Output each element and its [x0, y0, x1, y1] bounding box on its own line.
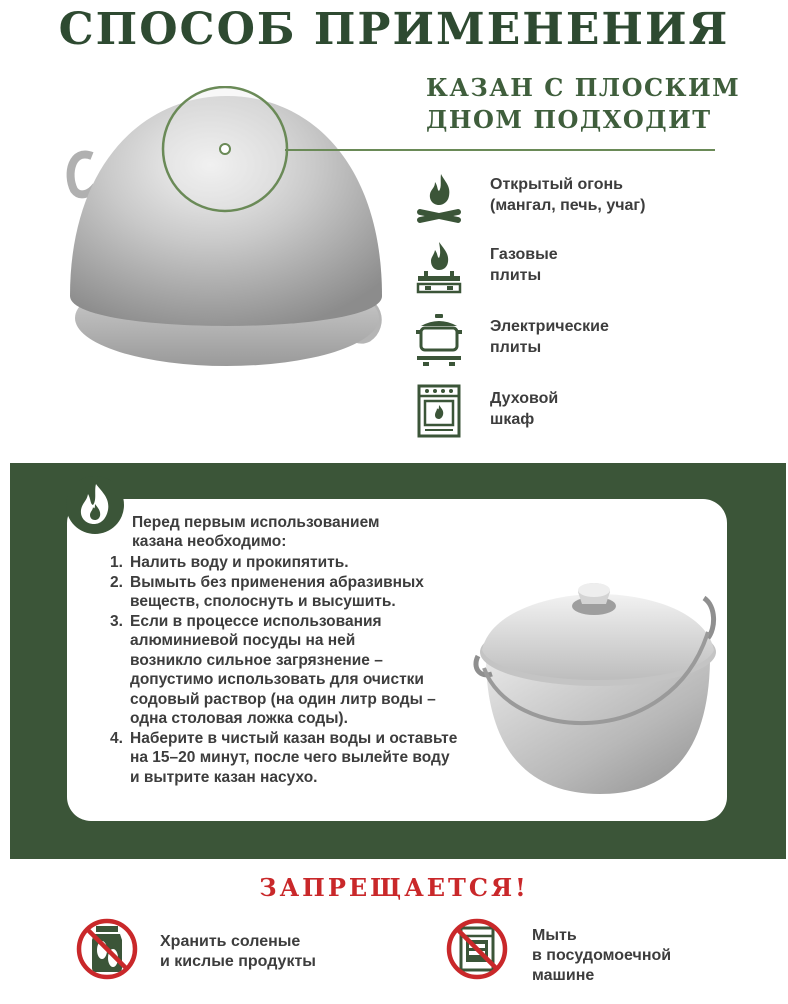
- forbidden-heading: ЗАПРЕЩАЕТСЯ!: [259, 873, 529, 902]
- campfire-icon: [415, 170, 463, 226]
- forbidden-item-label: Хранить соленые и кислые продукты: [160, 933, 316, 970]
- suitable-item-gas: [415, 240, 715, 300]
- suitable-item-label: Газовые плиты: [490, 246, 558, 284]
- forbidden-item-dishwasher: [446, 918, 746, 988]
- suitable-heading-line1: КАЗАН С ПЛОСКИМ: [426, 73, 741, 102]
- suitable-item-label: Открытый огонь (мангал, печь, учаг): [490, 176, 646, 214]
- kazan-bottom-image: [62, 86, 392, 386]
- suitable-item-oven: [415, 384, 715, 444]
- kazan-with-lid-image: [470, 572, 720, 802]
- suitable-heading-line2: ДНОМ ПОДХОДИТ: [426, 105, 712, 134]
- suitable-item-electric: [415, 312, 715, 372]
- no-pickles-icon: [76, 918, 138, 980]
- step-item: 3. Если в процессе использования алюминиевой посуды на ней возникло сильное загрязнение – допустимо использовать для очистки содовый раствор (на один литр воды – одна столовая ложка соды).: [110, 612, 436, 727]
- suitable-heading: [426, 72, 740, 136]
- forbidden-item-label: Мыть в посудомоечной машине: [532, 927, 672, 984]
- instructions-intro: Перед первым использованием казана необходимо:: [132, 514, 380, 550]
- instructions-steps: [110, 553, 457, 787]
- no-dishwasher-icon: [446, 918, 508, 980]
- callout-line: [285, 149, 715, 151]
- page-title: СПОСОБ ПРИМЕНЕНИЯ: [58, 4, 730, 55]
- suitable-item-label: Электрические плиты: [490, 318, 609, 356]
- flame-icon: [66, 476, 124, 534]
- forbidden-item-pickles: [76, 918, 376, 988]
- oven-icon: [415, 384, 463, 440]
- step-item: 2. Вымыть без применения абразивных веществ, сполоснуть и высушить.: [110, 573, 424, 610]
- step-item: 1. Налить воду и прокипятить.: [110, 554, 349, 571]
- electric-stove-icon: [415, 312, 463, 368]
- suitable-item-open-fire: [415, 170, 715, 230]
- step-item: 4. Наберите в чистый казан воды и оставьте на 15–20 минут, после чего вылейте воду и вытрите казан насухо.: [110, 729, 458, 786]
- gas-stove-icon: [415, 240, 463, 296]
- flame-badge: [66, 476, 124, 534]
- suitable-item-label: Духовой шкаф: [490, 390, 559, 428]
